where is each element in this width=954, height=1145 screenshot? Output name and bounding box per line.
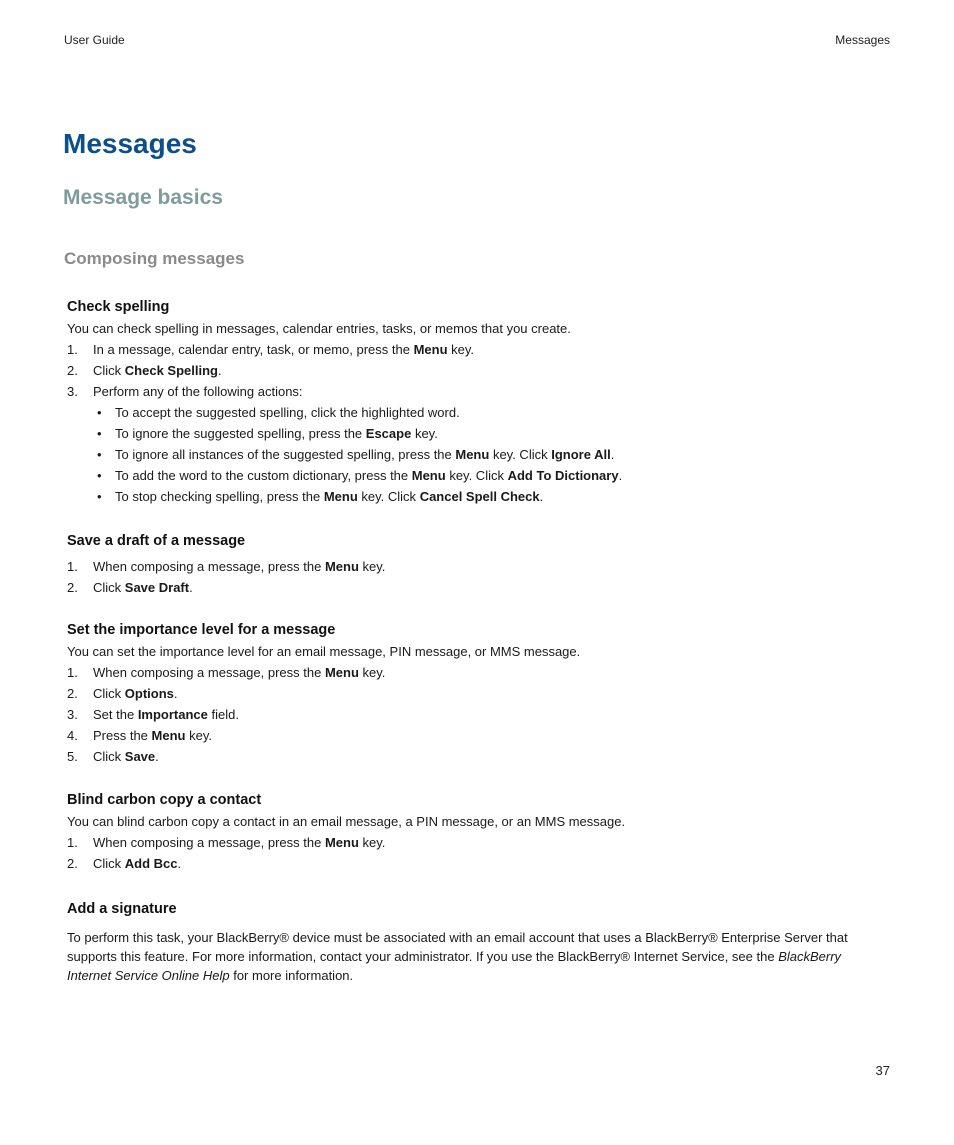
step-number: 1. [67, 835, 78, 850]
step-number: 2. [67, 363, 78, 378]
importance-title: Set the importance level for a message [67, 622, 336, 638]
signature-section [67, 898, 897, 985]
bullet-item: • To accept the suggested spelling, click the highlighted word. [67, 402, 897, 423]
bullet-item: • To ignore the suggested spelling, press the Escape key. [67, 423, 897, 444]
step-number: 1. [67, 559, 78, 574]
step-number: 5. [67, 749, 78, 764]
bullet-icon: • [97, 447, 102, 462]
bullet-item: • To add the word to the custom dictionary, press the Menu key. Click Add To Dictionary. [67, 465, 897, 486]
list-item: 4. Press the Menu key. [67, 725, 897, 746]
section-heading: Message basics [63, 186, 223, 209]
list-item: 5. Click Save. [67, 746, 897, 767]
step-number: 1. [67, 342, 78, 357]
list-item: 1. In a message, calendar entry, task, or memo, press the Menu key. [67, 339, 897, 360]
bcc-title: Blind carbon copy a contact [67, 792, 262, 808]
step-number: 1. [67, 665, 78, 680]
save-draft-section [67, 530, 897, 598]
bcc-intro: You can blind carbon copy a contact in an email message, a PIN message, or an MMS message. [67, 814, 626, 829]
signature-title: Add a signature [67, 901, 177, 917]
page-title: Messages [63, 128, 197, 159]
page-number: 37 [875, 1063, 890, 1078]
list-item: 3. Perform any of the following actions: [67, 381, 897, 402]
step-number: 3. [67, 707, 78, 722]
check-spelling-title: Check spelling [67, 299, 170, 315]
step-number: 2. [67, 686, 78, 701]
list-item: 1. When composing a message, press the Menu key. [67, 556, 897, 577]
running-header-right: Messages [835, 33, 890, 47]
check-spelling-intro: You can check spelling in messages, calendar entries, tasks, or memos that you create. [67, 321, 571, 336]
running-header-left: User Guide [64, 33, 125, 47]
bullet-item: • To ignore all instances of the suggested spelling, press the Menu key. Click Ignore All. [67, 444, 897, 465]
bullet-item: • To stop checking spelling, press the Menu key. Click Cancel Spell Check. [67, 486, 897, 507]
save-draft-title: Save a draft of a message [67, 533, 246, 549]
signature-paragraph: To perform this task, your BlackBerry® device must be associated with an email account that uses a BlackBerry® Enterprise Server that supports this feature. For more information, contact your administrator. If you use the BlackBerry® Internet Service, see the BlackBerry Internet Service Online Help for more information. [67, 930, 848, 983]
bullet-icon: • [97, 426, 102, 441]
importance-section [67, 619, 897, 767]
list-item: 1. When composing a message, press the Menu key. [67, 662, 897, 683]
list-item: 2. Click Check Spelling. [67, 360, 897, 381]
bullet-icon: • [97, 468, 102, 483]
bullet-icon: • [97, 405, 102, 420]
step-number: 4. [67, 728, 78, 743]
step-number: 2. [67, 580, 78, 595]
bullet-icon: • [97, 489, 102, 504]
step-number: 2. [67, 856, 78, 871]
importance-intro: You can set the importance level for an email message, PIN message, or MMS message. [67, 644, 581, 659]
list-item: 2. Click Options. [67, 683, 897, 704]
bcc-section [67, 789, 897, 874]
list-item: 3. Set the Importance field. [67, 704, 897, 725]
list-item: 1. When composing a message, press the Menu key. [67, 832, 897, 853]
step-number: 3. [67, 384, 78, 399]
list-item: 2. Click Save Draft. [67, 577, 897, 598]
list-item: 2. Click Add Bcc. [67, 853, 897, 874]
subsection-heading: Composing messages [64, 249, 245, 268]
check-spelling-section [67, 296, 897, 507]
